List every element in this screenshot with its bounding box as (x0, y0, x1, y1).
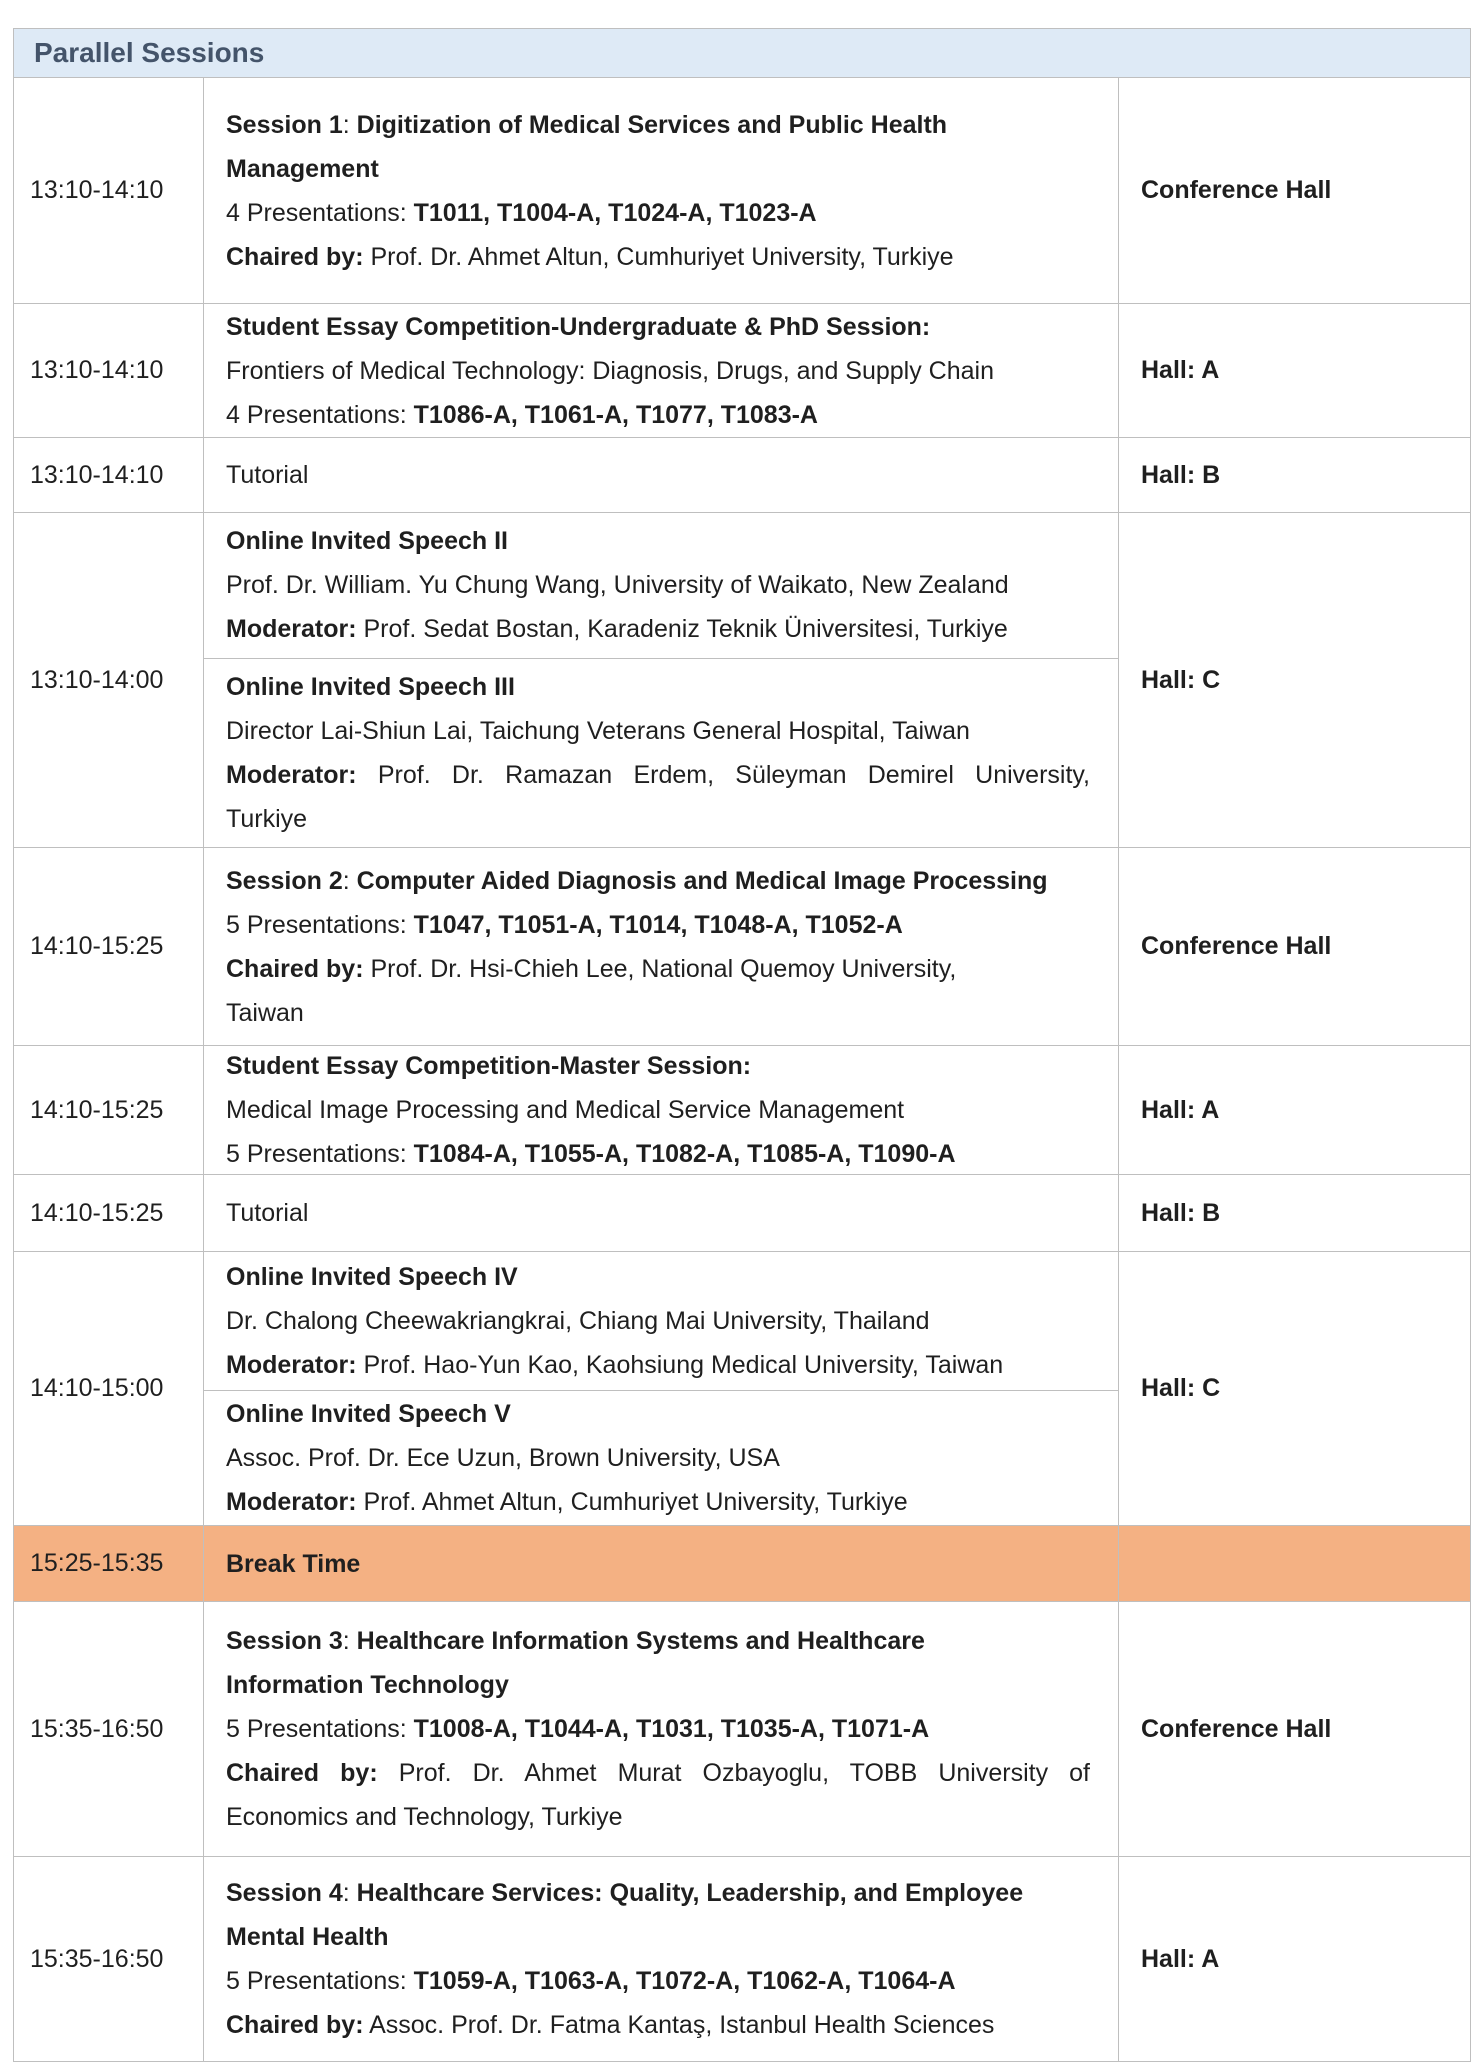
text-segment: Healthcare Services: Quality, Leadership, and Employee (356, 1879, 1024, 1907)
session-line (226, 393, 1090, 437)
text-segment: Prof. Dr. William. Yu Chung Wang, University of Waikato, New Zealand (226, 571, 1009, 600)
session-cell (204, 304, 1118, 437)
session-segment (204, 1252, 1118, 1390)
session-segment (204, 78, 1118, 303)
schedule-row (14, 303, 1470, 437)
session-segment (204, 848, 1118, 1045)
session-line (226, 147, 1090, 191)
hall-cell: Hall: C (1118, 513, 1470, 847)
text-segment: Chaired by: (226, 2011, 364, 2039)
session-line (226, 349, 1090, 393)
hall-cell: Hall: C (1118, 1252, 1470, 1525)
hall-cell: Hall: A (1118, 304, 1470, 437)
table-body (14, 77, 1470, 2061)
text-segment: Management (226, 154, 379, 183)
session-segment (204, 304, 1118, 437)
session-cell (204, 1857, 1118, 2061)
session-line (226, 103, 1090, 147)
text-segment: Online Invited Speech IV (226, 1262, 518, 1291)
session-line (226, 607, 1090, 651)
text-segment: Mental Health (226, 1923, 389, 1951)
session-line (226, 947, 1090, 991)
text-segment: Prof. Sedat Bostan, Karadeniz Teknik Üniversitesi, Turkiye (356, 615, 1008, 644)
session-segment (204, 513, 1118, 658)
text-segment: T1059-A, T1063-A, T1072-A, T1062-A, T1064-A (413, 1967, 956, 1995)
session-line (226, 1707, 1090, 1751)
text-segment: Economics and Technology, Turkiye (226, 1803, 623, 1831)
text-segment: T1047, T1051-A, T1014, T1048-A, T1052-A (413, 910, 903, 939)
session-segment (204, 658, 1118, 847)
text-segment: Prof. Dr. Hsi-Chieh Lee, National Quemoy University, (363, 954, 957, 983)
time-cell: 14:10-15:25 (14, 1175, 204, 1251)
text-segment: 5 Presentations: (226, 910, 414, 939)
schedule-row (14, 77, 1470, 303)
session-cell (204, 1175, 1118, 1251)
session-line (226, 1619, 1090, 1663)
text-segment: Session 2 (226, 866, 343, 895)
text-segment: Assoc. Prof. Dr. Ece Uzun, Brown University, USA (226, 1443, 780, 1472)
text-segment: Healthcare Information Systems and Healthcare (356, 1627, 925, 1655)
text-segment: 4 Presentations: (226, 198, 414, 227)
text-segment: Dr. Chalong Cheewakriangkrai, Chiang Mai University, Thailand (226, 1306, 930, 1335)
text-segment: Online Invited Speech III (226, 672, 515, 701)
session-cell (204, 438, 1118, 512)
text-segment: Director Lai-Shiun Lai, Taichung Veterans General Hospital, Taiwan (226, 716, 970, 745)
schedule-row (14, 1251, 1470, 1525)
session-cell (204, 1046, 1118, 1174)
text-segment: Online Invited Speech V (226, 1399, 511, 1428)
text-segment: Student Essay Competition-Master Session: (226, 1052, 752, 1080)
session-segment (204, 1044, 1118, 1176)
text-segment: Student Essay Competition-Undergraduate & PhD Session: (226, 312, 931, 341)
hall-cell (1118, 1526, 1470, 1601)
session-line (226, 1191, 1090, 1235)
session-cell (204, 513, 1118, 847)
hall-cell: Hall: A (1118, 1857, 1470, 2061)
session-line (226, 563, 1090, 607)
session-line (226, 305, 1090, 349)
time-cell: 15:35-16:50 (14, 1857, 204, 2061)
text-segment: : (342, 1879, 357, 1907)
session-cell (204, 78, 1118, 303)
text-segment: Prof. Dr. Ahmet Altun, Cumhuriyet University, Turkiye (363, 242, 954, 271)
text-segment: Assoc. Prof. Dr. Fatma Kantaş, Istanbul Health Sciences (363, 2011, 995, 2039)
session-line (226, 1299, 1090, 1343)
text-segment: Prof. Ahmet Altun, Cumhuriyet University, Turkiye (356, 1487, 908, 1516)
text-segment: Break Time (226, 1549, 361, 1578)
session-line (226, 1663, 1090, 1707)
schedule-row (14, 512, 1470, 847)
session-cell (204, 1526, 1118, 1601)
session-line (226, 1132, 1090, 1176)
text-segment: 5 Presentations: (226, 1715, 414, 1743)
text-segment: Moderator: (226, 615, 357, 644)
schedule-row (14, 1045, 1470, 1174)
text-segment: 5 Presentations: (226, 1140, 414, 1168)
hall-cell: Hall: A (1118, 1046, 1470, 1174)
session-segment (204, 1602, 1118, 1856)
schedule-row (14, 437, 1470, 512)
session-line (226, 191, 1090, 235)
text-segment: Turkiye (226, 804, 308, 833)
session-line (226, 1255, 1090, 1299)
text-segment: 5 Presentations: (226, 1967, 414, 1995)
session-line (226, 1542, 1090, 1586)
session-line (226, 1392, 1090, 1436)
session-segment (204, 1175, 1118, 1251)
session-segment (204, 1390, 1118, 1526)
hall-cell: Conference Hall (1118, 1602, 1470, 1856)
session-line (226, 519, 1090, 563)
hall-cell: Hall: B (1118, 438, 1470, 512)
time-cell: 14:10-15:25 (14, 1046, 204, 1174)
session-line (226, 1915, 1090, 1959)
text-segment: Moderator: (226, 1487, 357, 1516)
hall-cell: Hall: B (1118, 1175, 1470, 1251)
time-cell: 13:10-14:10 (14, 304, 204, 437)
text-segment: T1011, T1004-A, T1024-A, T1023-A (413, 198, 817, 227)
break-row (14, 1525, 1470, 1601)
session-line (226, 1343, 1090, 1387)
session-line (226, 1480, 1090, 1524)
text-segment: T1086-A, T1061-A, T1077, T1083-A (413, 400, 818, 429)
text-segment: Frontiers of Medical Technology: Diagnosis, Drugs, and Supply Chain (226, 356, 994, 385)
text-segment: T1084-A, T1055-A, T1082-A, T1085-A, T1090-A (413, 1140, 956, 1168)
text-segment: Moderator: (226, 1350, 357, 1379)
session-line (226, 709, 1090, 753)
time-cell: 13:10-14:00 (14, 513, 204, 847)
text-segment: Prof. Dr. Ramazan Erdem, Süleyman Demirel University, (356, 760, 1090, 789)
text-segment: Chaired by: (226, 242, 364, 271)
time-cell: 15:25-15:35 (14, 1526, 204, 1601)
text-segment: Medical Image Processing and Medical Service Management (226, 1096, 905, 1124)
session-cell (204, 1252, 1118, 1525)
schedule-row (14, 847, 1470, 1045)
text-segment: Prof. Hao-Yun Kao, Kaohsiung Medical University, Taiwan (356, 1350, 1004, 1379)
session-line (226, 797, 1090, 841)
session-line (226, 2003, 1090, 2047)
session-cell (204, 848, 1118, 1045)
text-segment: Online Invited Speech II (226, 527, 509, 556)
session-line (226, 903, 1090, 947)
session-segment (204, 1526, 1118, 1601)
text-segment: Tutorial (226, 461, 309, 489)
schedule-row (14, 1174, 1470, 1251)
text-segment: Prof. Dr. Ahmet Murat Ozbayoglu, TOBB University of (377, 1759, 1090, 1787)
text-segment: Session 1 (226, 110, 343, 139)
session-line (226, 235, 1090, 279)
session-line (226, 665, 1090, 709)
text-segment: Computer Aided Diagnosis and Medical Image Processing (356, 866, 1048, 895)
text-segment: Moderator: (226, 760, 357, 789)
session-line (226, 1088, 1090, 1132)
table-title: Parallel Sessions (14, 29, 1470, 77)
session-segment (204, 438, 1118, 512)
session-segment (204, 1857, 1118, 2061)
text-segment: : (342, 1627, 357, 1655)
session-line (226, 991, 1090, 1035)
session-line (226, 1795, 1090, 1839)
session-line (226, 1871, 1090, 1915)
text-segment: : (342, 110, 357, 139)
session-line (226, 1044, 1090, 1088)
text-segment: Taiwan (226, 998, 304, 1027)
session-line (226, 1436, 1090, 1480)
sessions-table (13, 28, 1471, 2062)
session-line (226, 859, 1090, 903)
session-line (226, 1751, 1090, 1795)
time-cell: 13:10-14:10 (14, 438, 204, 512)
session-line (226, 753, 1090, 797)
text-segment: Information Technology (226, 1671, 509, 1699)
text-segment: Chaired by: (226, 954, 364, 983)
session-line (226, 453, 1090, 497)
schedule-row (14, 1601, 1470, 1856)
time-cell: 15:35-16:50 (14, 1602, 204, 1856)
hall-cell: Conference Hall (1118, 78, 1470, 303)
text-segment: T1008-A, T1044-A, T1031, T1035-A, T1071-A (413, 1715, 930, 1743)
text-segment: : (342, 866, 357, 895)
text-segment: Session 4 (226, 1879, 343, 1907)
time-cell: 13:10-14:10 (14, 78, 204, 303)
schedule-row (14, 1856, 1470, 2061)
session-cell (204, 1602, 1118, 1856)
hall-cell: Conference Hall (1118, 848, 1470, 1045)
text-segment: Chaired by: (226, 1759, 378, 1787)
time-cell: 14:10-15:00 (14, 1252, 204, 1525)
text-segment: 4 Presentations: (226, 400, 414, 429)
text-segment: Tutorial (226, 1199, 309, 1227)
text-segment: Session 3 (226, 1627, 343, 1655)
session-line (226, 1959, 1090, 2003)
time-cell: 14:10-15:25 (14, 848, 204, 1045)
text-segment: Digitization of Medical Services and Public Health (356, 110, 948, 139)
